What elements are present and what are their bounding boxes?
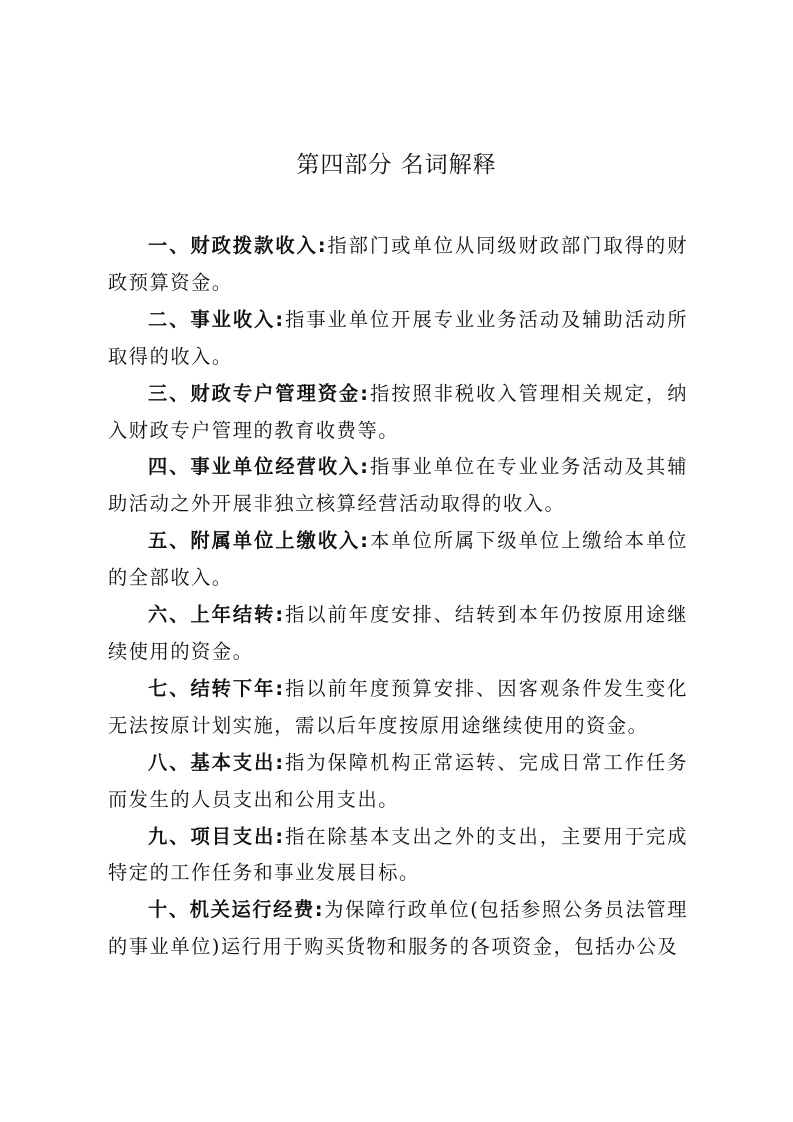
entry-term: 六、上年结转:	[148, 603, 285, 627]
entry-term: 四、事业单位经营收入:	[148, 455, 370, 479]
entry-definition: 本单位所属下级单位上缴给本单位的全部收入。	[108, 529, 688, 590]
glossary-entry-1	[108, 228, 688, 302]
glossary-entry-2	[108, 302, 688, 376]
glossary-entry-9	[108, 819, 688, 893]
glossary-body	[108, 228, 688, 966]
glossary-entry-4	[108, 449, 688, 523]
glossary-entry-8	[108, 745, 688, 819]
entry-definition: 指为保障机构正常运转、完成日常工作任务而发生的人员支出和公用支出。	[108, 750, 689, 811]
glossary-entry-3	[108, 376, 688, 450]
entry-term: 十、机关运行经费:	[148, 898, 325, 922]
glossary-entry-7	[108, 671, 688, 745]
entry-term: 九、项目支出:	[148, 824, 285, 848]
entry-definition: 指以前年度预算安排、因客观条件发生变化无法按原计划实施，需以后年度按原用途继续使用的资金。	[108, 676, 689, 737]
entry-term: 七、结转下年:	[148, 676, 285, 700]
entry-term: 三、财政专户管理资金:	[148, 381, 370, 405]
entry-term: 五、附属单位上缴收入:	[148, 529, 370, 553]
page-title: 第四部分 名词解释	[296, 152, 497, 178]
entry-term: 一、财政拨款收入:	[148, 234, 328, 257]
entry-definition: 指在除基本支出之外的支出，主要用于完成特定的工作任务和事业发展目标。	[108, 824, 689, 885]
entry-definition: 为保障行政单位(包括参照公务员法管理的事业单位)运行用于购买货物和服务的各项资金，包括办公及	[108, 898, 688, 959]
entry-definition: 指按照非税收入管理相关规定，纳入财政专户管理的教育收费等。	[108, 381, 688, 442]
entry-definition: 指以前年度安排、结转到本年仍按原用途继续使用的资金。	[108, 603, 689, 663]
glossary-entry-10	[108, 892, 688, 966]
glossary-entry-5	[108, 523, 688, 597]
entry-term: 八、基本支出:	[148, 750, 285, 774]
entry-definition: 指部门或单位从同级财政部门取得的财政预算资金。	[108, 234, 688, 294]
entry-definition: 指事业单位在专业业务活动及其辅助活动之外开展非独立核算经营活动取得的收入。	[108, 455, 688, 516]
entry-term: 二、事业收入:	[148, 307, 285, 331]
glossary-entry-6	[108, 597, 688, 671]
entry-definition: 指事业单位开展专业业务活动及辅助活动所取得的收入。	[108, 307, 689, 368]
